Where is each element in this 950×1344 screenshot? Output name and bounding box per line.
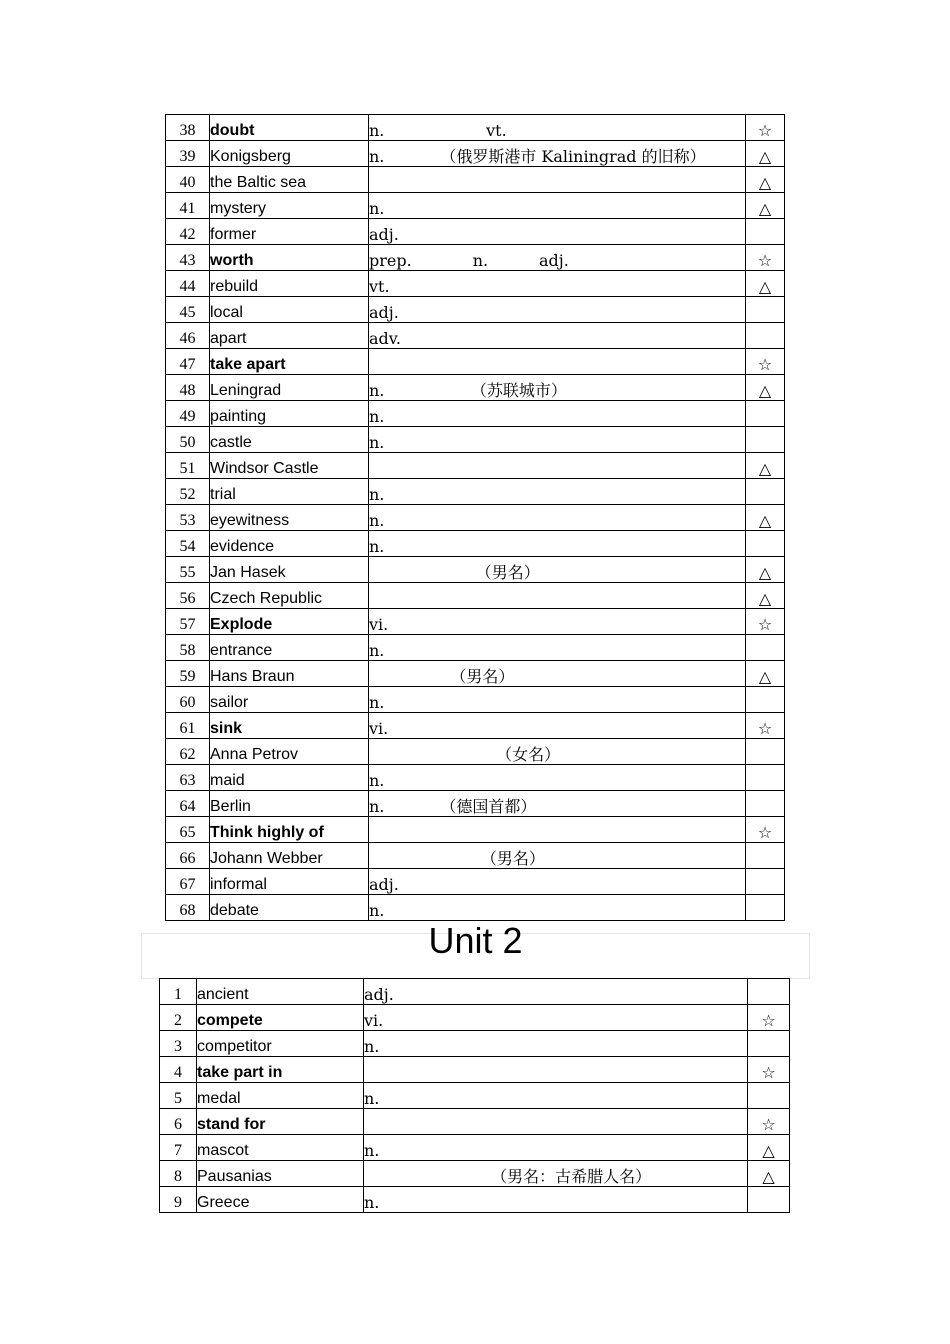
vocab-word: Explode xyxy=(210,609,369,635)
part-of-speech: n. xyxy=(364,1135,748,1161)
table-row xyxy=(166,635,785,661)
part-of-speech: n. （德国首都） xyxy=(369,791,746,817)
row-number: 2 xyxy=(160,1005,197,1031)
part-of-speech: n. vt. xyxy=(369,115,746,141)
part-of-speech: adv. xyxy=(369,323,746,349)
part-of-speech xyxy=(369,583,746,609)
vocab-word: evidence xyxy=(210,531,369,557)
vocab-word: worth xyxy=(210,245,369,271)
vocab-word: former xyxy=(210,219,369,245)
row-number: 52 xyxy=(166,479,210,505)
vocab-word: Hans Braun xyxy=(210,661,369,687)
importance-mark xyxy=(748,1187,790,1213)
importance-mark: ☆ xyxy=(748,1005,790,1031)
importance-mark xyxy=(746,765,785,791)
part-of-speech: n. xyxy=(369,427,746,453)
importance-mark: ☆ xyxy=(746,115,785,141)
importance-mark xyxy=(746,791,785,817)
part-of-speech: n. xyxy=(369,765,746,791)
table-row xyxy=(166,713,785,739)
part-of-speech: adj. xyxy=(369,219,746,245)
importance-mark: ☆ xyxy=(748,1057,790,1083)
row-number: 59 xyxy=(166,661,210,687)
table-row xyxy=(160,979,790,1005)
part-of-speech: vt. xyxy=(369,271,746,297)
table-row xyxy=(166,349,785,375)
part-of-speech: n. xyxy=(369,635,746,661)
importance-mark: △ xyxy=(746,141,785,167)
importance-mark: △ xyxy=(748,1161,790,1187)
table-row xyxy=(160,1005,790,1031)
vocab-word: ancient xyxy=(197,979,364,1005)
vocab-word: trial xyxy=(210,479,369,505)
table-row xyxy=(166,219,785,245)
vocab-word: maid xyxy=(210,765,369,791)
importance-mark: ☆ xyxy=(746,713,785,739)
row-number: 4 xyxy=(160,1057,197,1083)
table-row xyxy=(166,791,785,817)
importance-mark xyxy=(746,323,785,349)
vocab-word: local xyxy=(210,297,369,323)
part-of-speech xyxy=(369,349,746,375)
vocab-word: castle xyxy=(210,427,369,453)
table-row xyxy=(166,505,785,531)
table-row xyxy=(166,609,785,635)
vocab-word: compete xyxy=(197,1005,364,1031)
row-number: 64 xyxy=(166,791,210,817)
table-row xyxy=(166,297,785,323)
importance-mark xyxy=(746,739,785,765)
row-number: 40 xyxy=(166,167,210,193)
table-row xyxy=(166,739,785,765)
row-number: 42 xyxy=(166,219,210,245)
row-number: 67 xyxy=(166,869,210,895)
importance-mark xyxy=(746,687,785,713)
table-row xyxy=(166,245,785,271)
part-of-speech: （男名） xyxy=(369,557,746,583)
row-number: 65 xyxy=(166,817,210,843)
part-of-speech: vi. xyxy=(369,713,746,739)
vocab-word: mystery xyxy=(210,193,369,219)
table-row xyxy=(166,895,785,921)
importance-mark: △ xyxy=(746,557,785,583)
importance-mark xyxy=(748,979,790,1005)
vocab-word: Pausanias xyxy=(197,1161,364,1187)
importance-mark: ☆ xyxy=(746,349,785,375)
table-row xyxy=(166,167,785,193)
table-row xyxy=(166,557,785,583)
vocab-word: take apart xyxy=(210,349,369,375)
importance-mark: ☆ xyxy=(746,817,785,843)
importance-mark xyxy=(746,297,785,323)
row-number: 8 xyxy=(160,1161,197,1187)
vocab-word: Konigsberg xyxy=(210,141,369,167)
part-of-speech xyxy=(369,453,746,479)
table-row xyxy=(166,817,785,843)
part-of-speech: adj. xyxy=(369,297,746,323)
vocab-word: Berlin xyxy=(210,791,369,817)
importance-mark: △ xyxy=(746,167,785,193)
importance-mark: ☆ xyxy=(746,245,785,271)
table-row xyxy=(166,531,785,557)
vocab-word: mascot xyxy=(197,1135,364,1161)
table-row xyxy=(160,1135,790,1161)
vocab-word: Anna Petrov xyxy=(210,739,369,765)
table-row xyxy=(160,1187,790,1213)
table-row xyxy=(166,869,785,895)
vocab-word: eyewitness xyxy=(210,505,369,531)
part-of-speech: adj. xyxy=(369,869,746,895)
table-row xyxy=(166,271,785,297)
row-number: 5 xyxy=(160,1083,197,1109)
part-of-speech: n. （俄罗斯港市 Kaliningrad 的旧称） xyxy=(369,141,746,167)
importance-mark: △ xyxy=(746,505,785,531)
importance-mark xyxy=(746,427,785,453)
part-of-speech: n. xyxy=(364,1083,748,1109)
vocab-word: Johann Webber xyxy=(210,843,369,869)
vocab-word: stand for xyxy=(197,1109,364,1135)
part-of-speech: adj. xyxy=(364,979,748,1005)
table-row xyxy=(160,1031,790,1057)
part-of-speech xyxy=(369,167,746,193)
table-row xyxy=(166,765,785,791)
importance-mark: ☆ xyxy=(746,609,785,635)
table-row xyxy=(166,427,785,453)
table-row xyxy=(166,479,785,505)
vocab-word: informal xyxy=(210,869,369,895)
vocab-word: rebuild xyxy=(210,271,369,297)
vocab-word: debate xyxy=(210,895,369,921)
vocab-word: Leningrad xyxy=(210,375,369,401)
part-of-speech: （男名） xyxy=(369,843,746,869)
table-row xyxy=(166,843,785,869)
row-number: 9 xyxy=(160,1187,197,1213)
row-number: 56 xyxy=(166,583,210,609)
importance-mark: △ xyxy=(746,453,785,479)
vocab-word: medal xyxy=(197,1083,364,1109)
part-of-speech: （女名） xyxy=(369,739,746,765)
table-row xyxy=(166,401,785,427)
importance-mark xyxy=(746,531,785,557)
vocab-word: sink xyxy=(210,713,369,739)
part-of-speech: vi. xyxy=(369,609,746,635)
row-number: 49 xyxy=(166,401,210,427)
table-row xyxy=(166,661,785,687)
part-of-speech: n. xyxy=(369,401,746,427)
importance-mark xyxy=(746,401,785,427)
part-of-speech: n. xyxy=(364,1031,748,1057)
row-number: 43 xyxy=(166,245,210,271)
part-of-speech: n. xyxy=(369,687,746,713)
vocab-word: painting xyxy=(210,401,369,427)
importance-mark: △ xyxy=(746,661,785,687)
row-number: 57 xyxy=(166,609,210,635)
vocab-word: take part in xyxy=(197,1057,364,1083)
vocab-word: apart xyxy=(210,323,369,349)
importance-mark: ☆ xyxy=(748,1109,790,1135)
row-number: 62 xyxy=(166,739,210,765)
table-row xyxy=(160,1057,790,1083)
vocab-word: Czech Republic xyxy=(210,583,369,609)
part-of-speech: n. xyxy=(369,895,746,921)
row-number: 41 xyxy=(166,193,210,219)
row-number: 7 xyxy=(160,1135,197,1161)
importance-mark xyxy=(748,1083,790,1109)
part-of-speech: （男名：古希腊人名） xyxy=(364,1161,748,1187)
table-row xyxy=(160,1083,790,1109)
row-number: 46 xyxy=(166,323,210,349)
importance-mark: △ xyxy=(748,1135,790,1161)
importance-mark: △ xyxy=(746,375,785,401)
row-number: 61 xyxy=(166,713,210,739)
vocab-word: doubt xyxy=(210,115,369,141)
table-row xyxy=(166,323,785,349)
row-number: 47 xyxy=(166,349,210,375)
unit1-vocab-table xyxy=(165,114,785,921)
importance-mark xyxy=(746,219,785,245)
vocab-word: Think highly of xyxy=(210,817,369,843)
row-number: 48 xyxy=(166,375,210,401)
importance-mark xyxy=(746,479,785,505)
part-of-speech: （男名） xyxy=(369,661,746,687)
part-of-speech: prep. n. adj. xyxy=(369,245,746,271)
part-of-speech: n. xyxy=(369,479,746,505)
row-number: 39 xyxy=(166,141,210,167)
row-number: 50 xyxy=(166,427,210,453)
row-number: 3 xyxy=(160,1031,197,1057)
table-row xyxy=(166,115,785,141)
importance-mark xyxy=(746,895,785,921)
vocab-word: Greece xyxy=(197,1187,364,1213)
row-number: 38 xyxy=(166,115,210,141)
row-number: 53 xyxy=(166,505,210,531)
row-number: 54 xyxy=(166,531,210,557)
row-number: 51 xyxy=(166,453,210,479)
unit2-vocab-table xyxy=(159,978,790,1213)
row-number: 44 xyxy=(166,271,210,297)
row-number: 63 xyxy=(166,765,210,791)
importance-mark xyxy=(748,1031,790,1057)
vocab-word: Windsor Castle xyxy=(210,453,369,479)
row-number: 45 xyxy=(166,297,210,323)
row-number: 60 xyxy=(166,687,210,713)
table-row xyxy=(166,141,785,167)
table-row xyxy=(166,453,785,479)
part-of-speech: n. xyxy=(369,505,746,531)
importance-mark xyxy=(746,869,785,895)
row-number: 6 xyxy=(160,1109,197,1135)
unit2-title: Unit 2 xyxy=(428,920,523,961)
unit2-heading-box xyxy=(141,920,810,979)
vocab-word: the Baltic sea xyxy=(210,167,369,193)
table-row xyxy=(160,1161,790,1187)
importance-mark xyxy=(746,635,785,661)
part-of-speech xyxy=(364,1109,748,1135)
part-of-speech: n. xyxy=(369,193,746,219)
table-row xyxy=(166,687,785,713)
row-number: 1 xyxy=(160,979,197,1005)
importance-mark: △ xyxy=(746,193,785,219)
table-row xyxy=(160,1109,790,1135)
row-number: 58 xyxy=(166,635,210,661)
importance-mark: △ xyxy=(746,583,785,609)
importance-mark: △ xyxy=(746,271,785,297)
part-of-speech: vi. xyxy=(364,1005,748,1031)
row-number: 66 xyxy=(166,843,210,869)
table-row xyxy=(166,375,785,401)
part-of-speech: n. xyxy=(364,1187,748,1213)
vocab-word: Jan Hasek xyxy=(210,557,369,583)
row-number: 68 xyxy=(166,895,210,921)
row-number: 55 xyxy=(166,557,210,583)
part-of-speech xyxy=(364,1057,748,1083)
part-of-speech: n. xyxy=(369,531,746,557)
vocab-word: entrance xyxy=(210,635,369,661)
part-of-speech: n. （苏联城市） xyxy=(369,375,746,401)
part-of-speech xyxy=(369,817,746,843)
importance-mark xyxy=(746,843,785,869)
table-row xyxy=(166,193,785,219)
vocab-word: sailor xyxy=(210,687,369,713)
vocab-word: competitor xyxy=(197,1031,364,1057)
table-row xyxy=(166,583,785,609)
